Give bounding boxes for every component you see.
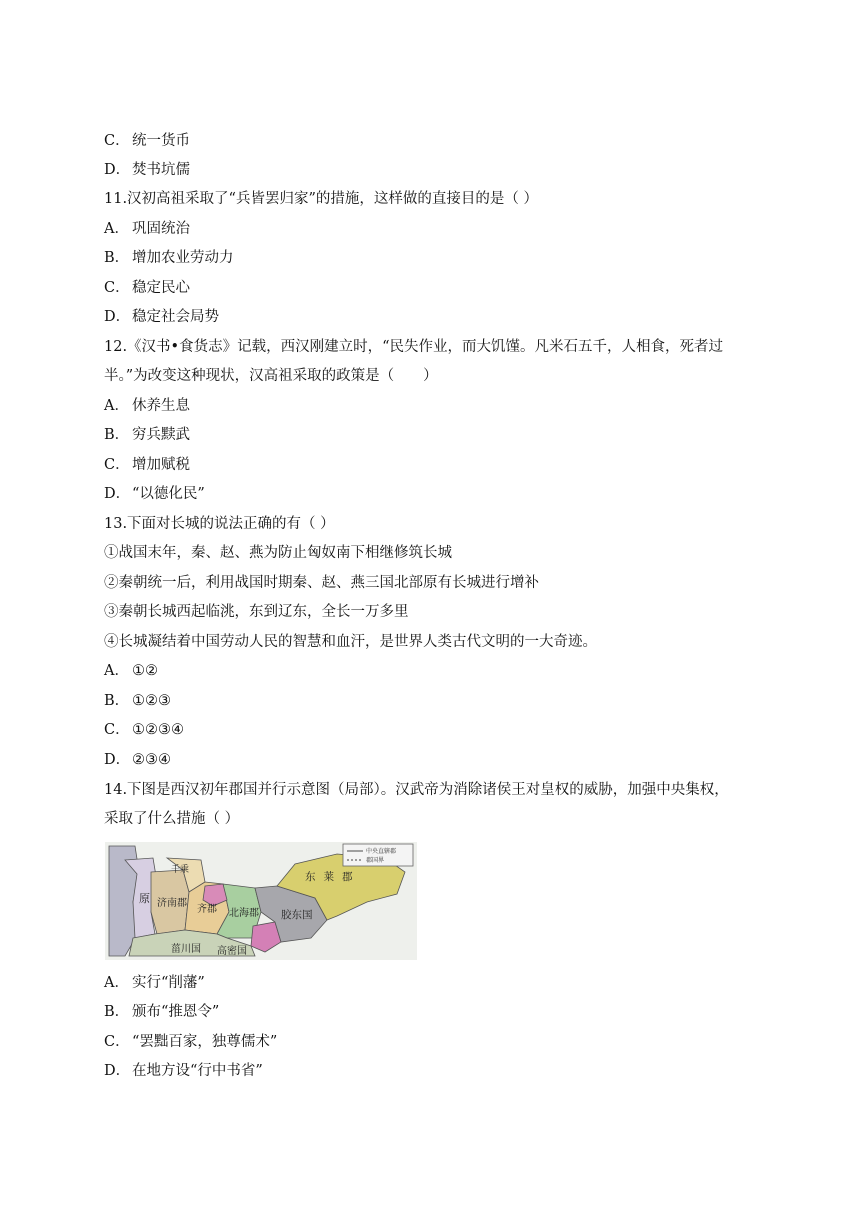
q14-option-d xyxy=(104,1061,263,1081)
option-letter: C． xyxy=(104,133,130,149)
q13-option-a xyxy=(104,661,158,681)
map-label-beihai: 北海郡 xyxy=(229,908,259,919)
q11-option-a xyxy=(104,219,190,239)
option-text: 增加农业劳动力 xyxy=(132,250,234,266)
option-letter: C． xyxy=(104,280,130,296)
option-letter: C． xyxy=(104,1034,130,1050)
q11-option-c xyxy=(104,278,190,298)
map-label-qi: 齐郡 xyxy=(197,904,217,915)
map-label-donglai: 东莱郡 xyxy=(305,871,361,883)
map-label-zichuan: 菑川国 xyxy=(171,944,201,955)
q11-option-b xyxy=(104,248,234,268)
q14-stem-line1: 14.下图是西汉初年郡国并行示意图（局部）。汉武帝为消除诸侯王对皇权的威胁，加强中央集权， xyxy=(104,782,729,798)
map-legend-label-1: 中央直辖郡 xyxy=(366,848,397,855)
option-text: “罢黜百家，独尊儒术” xyxy=(132,1034,278,1050)
option-letter: D． xyxy=(104,752,131,768)
q10-option-d xyxy=(104,160,190,180)
q13-option-c xyxy=(104,720,184,740)
option-text: ②③④ xyxy=(132,752,171,768)
option-letter: A． xyxy=(104,221,129,237)
option-letter: D． xyxy=(104,309,131,325)
option-text: ①②③④ xyxy=(132,722,184,738)
q12-option-d xyxy=(104,484,205,504)
q12-option-a xyxy=(104,396,190,416)
option-text: 稳定民心 xyxy=(132,280,190,296)
option-letter: A． xyxy=(104,398,129,414)
q13-statement-4: ④长城凝结着中国劳动人民的智慧和血汗，是世界人类古代文明的一大奇迹。 xyxy=(104,634,597,650)
q13-stem: 13.下面对长城的说法正确的有（ ） xyxy=(104,516,335,532)
option-text: 增加赋税 xyxy=(132,457,190,473)
option-text: 巩固统治 xyxy=(132,221,190,237)
option-letter: D． xyxy=(104,486,131,502)
option-letter: D． xyxy=(104,1063,131,1079)
q13-option-b xyxy=(104,691,171,711)
q11-option-d xyxy=(104,307,219,327)
map-label-gaomi: 高密国 xyxy=(217,946,247,957)
option-letter: B． xyxy=(104,693,130,709)
option-letter: B． xyxy=(104,1004,130,1020)
q11-stem: 11.汉初高祖采取了“兵皆罢归家”的措施，这样做的直接目的是（ ） xyxy=(104,191,538,207)
option-letter: B． xyxy=(104,427,130,443)
option-text: 焚书坑儒 xyxy=(132,162,190,178)
option-letter: A． xyxy=(104,663,129,679)
option-text: 实行“削藩” xyxy=(132,975,205,991)
option-letter: A． xyxy=(104,975,129,991)
han-commandery-map xyxy=(105,842,417,960)
q13-statement-2: ②秦朝统一后，利用战国时期秦、赵、燕三国北部原有长城进行增补 xyxy=(104,575,539,591)
option-letter: D． xyxy=(104,162,131,178)
option-text: 穷兵黩武 xyxy=(132,427,190,443)
option-text: ①②③ xyxy=(132,693,171,709)
option-letter: C． xyxy=(104,722,130,738)
option-text: ①② xyxy=(132,663,158,679)
q12-stem-line2: 半。”为改变这种现状，汉高祖采取的政策是（ ） xyxy=(104,368,438,384)
q13-statement-3: ③秦朝长城西起临洮，东到辽东，全长一万多里 xyxy=(104,604,409,620)
q13-option-d xyxy=(104,750,171,770)
option-letter: C． xyxy=(104,457,130,473)
q12-stem-line1: 12.《汉书•食货志》记载，西汉刚建立时，“民失作业，而大饥馑。凡米石五千，人相食，死者过 xyxy=(104,339,724,355)
q13-statement-1: ①战国末年，秦、赵、燕为防止匈奴南下相继修筑长城 xyxy=(104,545,452,561)
option-text: 颁布“推恩令” xyxy=(132,1004,220,1020)
map-label-qiancheng: 千乘 xyxy=(171,865,190,875)
option-letter: B． xyxy=(104,250,130,266)
option-text: 在地方设“行中书省” xyxy=(132,1063,263,1079)
q14-option-c xyxy=(104,1032,277,1052)
option-text: 休养生息 xyxy=(132,398,190,414)
option-text: “以德化民” xyxy=(132,486,205,502)
map-label-jiaodong: 胶东国 xyxy=(281,909,313,921)
q12-option-b xyxy=(104,425,190,445)
map-label-jinan: 济南郡 xyxy=(157,898,187,909)
option-text: 稳定社会局势 xyxy=(132,309,219,325)
q14-option-b xyxy=(104,1002,219,1022)
q10-option-c xyxy=(104,131,190,151)
option-text: 统一货币 xyxy=(132,133,190,149)
q14-option-a xyxy=(104,973,205,993)
map-label-yuan: 原 xyxy=(139,892,150,905)
q14-stem-line2: 采取了什么措施（ ） xyxy=(104,811,240,827)
map-legend-label-2: 郡国界 xyxy=(366,857,385,864)
q12-option-c xyxy=(104,455,190,475)
